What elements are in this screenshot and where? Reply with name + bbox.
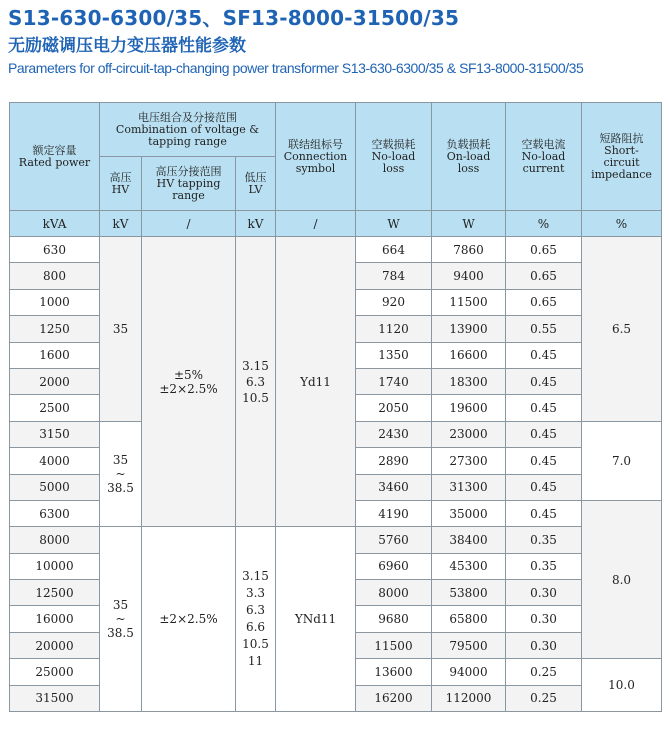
parameters-table [9,102,662,712]
cell-noload-current: 0.35 [506,553,582,579]
cell-noload-current: 0.45 [506,395,582,421]
cell-noload-loss: 920 [356,289,432,315]
cell-noload-loss: 1350 [356,342,432,368]
cell-onload-loss: 94000 [432,659,506,685]
cell-noload-loss: 2050 [356,395,432,421]
header-hv: 高压 HV [100,157,142,211]
cell-lv-group-b: 3.15 3.3 6.3 6.6 10.5 11 [236,527,276,712]
cell-noload-loss: 3460 [356,474,432,500]
unit-cell: W [356,211,432,237]
cell-onload-loss: 79500 [432,632,506,658]
cell-onload-loss: 31300 [432,474,506,500]
header-noload-loss: 空载损耗 No-load loss [356,103,432,211]
cell-noload-loss: 784 [356,263,432,289]
table-row [10,237,662,263]
cell-noload-current: 0.45 [506,421,582,447]
cell-onload-loss: 19600 [432,395,506,421]
header-impedance: 短路阻抗 Short- circuit impedance [582,103,662,211]
unit-cell: W [432,211,506,237]
cell-noload-loss: 5760 [356,527,432,553]
cell-noload-current: 0.65 [506,237,582,263]
cell-rated-power: 31500 [10,685,100,711]
cell-onload-loss: 11500 [432,289,506,315]
cell-hv-group-b: 35 ~ 38.5 [100,421,142,527]
cell-onload-loss: 45300 [432,553,506,579]
unit-cell: kV [236,211,276,237]
header-noload-current: 空载电流 No-load current [506,103,582,211]
cell-noload-loss: 13600 [356,659,432,685]
unit-cell: % [582,211,662,237]
cell-noload-current: 0.25 [506,659,582,685]
cell-impedance-group-b: 7.0 [582,421,662,500]
title-english: Parameters for off-circuit-tap-changing power transformer S13-630-6300/35 & SF13-8000-31500/35 [8,60,584,76]
cell-onload-loss: 18300 [432,368,506,394]
cell-rated-power: 630 [10,237,100,263]
cell-rated-power: 6300 [10,500,100,526]
title-model-range: S13-630-6300/35、SF13-8000-31500/35 [8,6,460,30]
cell-noload-loss: 11500 [356,632,432,658]
cell-noload-current: 0.45 [506,448,582,474]
header-hv-tapping: 高压分接范围 HV tapping range [142,157,236,211]
cell-noload-loss: 6960 [356,553,432,579]
header-voltage-combination: 电压组合及分接范围 Combination of voltage & tapping range [100,103,276,157]
cell-rated-power: 16000 [10,606,100,632]
cell-noload-current: 0.30 [506,632,582,658]
cell-impedance-group-d: 10.0 [582,659,662,712]
cell-rated-power: 20000 [10,632,100,658]
cell-connection-group-a: Yd11 [276,237,356,527]
cell-rated-power: 10000 [10,553,100,579]
cell-noload-current: 0.45 [506,342,582,368]
cell-rated-power: 2000 [10,368,100,394]
cell-hv-group-c: 35 ~ 38.5 [100,527,142,712]
cell-lv-group-a: 3.15 6.3 10.5 [236,237,276,527]
cell-impedance-group-a: 6.5 [582,237,662,422]
cell-noload-loss: 1740 [356,368,432,394]
cell-noload-current: 0.35 [506,527,582,553]
header-connection-symbol: 联结组标号 Connection symbol [276,103,356,211]
cell-noload-loss: 1120 [356,316,432,342]
cell-connection-group-b: YNd11 [276,527,356,712]
cell-onload-loss: 7860 [432,237,506,263]
cell-rated-power: 3150 [10,421,100,447]
cell-onload-loss: 35000 [432,500,506,526]
cell-onload-loss: 53800 [432,580,506,606]
cell-noload-current: 0.30 [506,606,582,632]
cell-onload-loss: 112000 [432,685,506,711]
cell-hv-group-a: 35 [100,237,142,422]
cell-impedance-group-c: 8.0 [582,500,662,658]
table-row [10,527,662,553]
cell-rated-power: 12500 [10,580,100,606]
unit-cell: kVA [10,211,100,237]
unit-cell: / [142,211,236,237]
cell-rated-power: 8000 [10,527,100,553]
cell-noload-loss: 9680 [356,606,432,632]
cell-noload-current: 0.45 [506,474,582,500]
cell-noload-current: 0.55 [506,316,582,342]
cell-onload-loss: 38400 [432,527,506,553]
cell-noload-loss: 16200 [356,685,432,711]
cell-rated-power: 2500 [10,395,100,421]
title-chinese: 无励磁调压电力变压器性能参数 [8,36,246,56]
cell-noload-current: 0.45 [506,500,582,526]
cell-noload-current: 0.25 [506,685,582,711]
cell-noload-loss: 2890 [356,448,432,474]
cell-onload-loss: 65800 [432,606,506,632]
cell-onload-loss: 27300 [432,448,506,474]
unit-cell: kV [100,211,142,237]
cell-onload-loss: 16600 [432,342,506,368]
cell-rated-power: 25000 [10,659,100,685]
cell-rated-power: 4000 [10,448,100,474]
cell-rated-power: 1000 [10,289,100,315]
cell-noload-loss: 8000 [356,580,432,606]
cell-noload-current: 0.30 [506,580,582,606]
unit-cell: / [276,211,356,237]
cell-noload-loss: 2430 [356,421,432,447]
cell-noload-current: 0.65 [506,289,582,315]
cell-noload-loss: 664 [356,237,432,263]
header-onload-loss: 负载损耗 On-load loss [432,103,506,211]
cell-rated-power: 1600 [10,342,100,368]
cell-tap-group-a: ±5% ±2×2.5% [142,237,236,527]
cell-noload-loss: 4190 [356,500,432,526]
cell-rated-power: 1250 [10,316,100,342]
cell-onload-loss: 9400 [432,263,506,289]
header-rated-power: 额定容量 Rated power [10,103,100,211]
header-lv: 低压 LV [236,157,276,211]
cell-tap-group-b: ±2×2.5% [142,527,236,712]
unit-cell: % [506,211,582,237]
cell-rated-power: 5000 [10,474,100,500]
cell-noload-current: 0.45 [506,368,582,394]
cell-rated-power: 800 [10,263,100,289]
cell-onload-loss: 23000 [432,421,506,447]
cell-noload-current: 0.65 [506,263,582,289]
cell-onload-loss: 13900 [432,316,506,342]
